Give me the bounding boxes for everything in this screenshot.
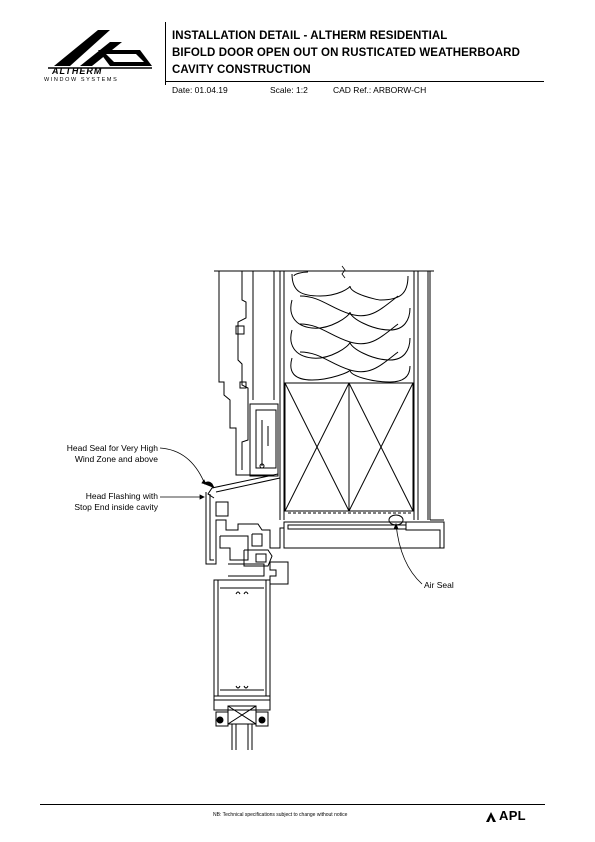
title-line-1: INSTALLATION DETAIL - ALTHERM RESIDENTIAL bbox=[172, 30, 448, 42]
head-flashing-label-line-2: Stop End inside cavity bbox=[74, 502, 158, 512]
apl-logo-icon bbox=[486, 812, 496, 822]
door-sash bbox=[214, 580, 270, 726]
head-seal-label-line-1: Head Seal for Very High bbox=[66, 443, 158, 453]
footer-rule bbox=[40, 804, 545, 805]
head-jamb bbox=[284, 515, 444, 548]
title-line-2: BIFOLD DOOR OPEN OUT ON RUSTICATED WEATHERBOARD bbox=[172, 47, 520, 59]
insulation-batts bbox=[291, 272, 410, 382]
drawing-date: Date: 01.04.19 bbox=[172, 85, 228, 95]
leader-lines bbox=[160, 448, 422, 584]
head-flashing-label-line-1: Head Flashing with bbox=[85, 491, 158, 501]
air-seal-label: Air Seal bbox=[424, 580, 454, 590]
drawing-scale: Scale: 1:2 bbox=[270, 85, 308, 95]
head-seal-label-line-2: Wind Zone and above bbox=[74, 454, 158, 464]
weatherboard-cladding bbox=[214, 271, 434, 475]
head-flashing-label bbox=[40, 491, 158, 513]
glazing-unit bbox=[228, 706, 256, 750]
head-seal-label bbox=[40, 443, 158, 465]
cad-reference: CAD Ref.: ARBORW-CH bbox=[333, 85, 427, 95]
logo-wordmark: ALTHERM bbox=[52, 66, 103, 76]
apl-wordmark: APL bbox=[499, 808, 526, 823]
cavity-battens bbox=[250, 271, 278, 476]
footer-disclaimer: NB: Technical specifications subject to change without notice bbox=[213, 812, 348, 818]
head-flashing bbox=[204, 474, 280, 498]
title-line-3: CAVITY CONSTRUCTION bbox=[172, 64, 311, 76]
door-head-frame bbox=[206, 492, 288, 584]
logo-subtitle: WINDOW SYSTEMS bbox=[44, 77, 119, 83]
timber-lintel bbox=[285, 383, 413, 513]
